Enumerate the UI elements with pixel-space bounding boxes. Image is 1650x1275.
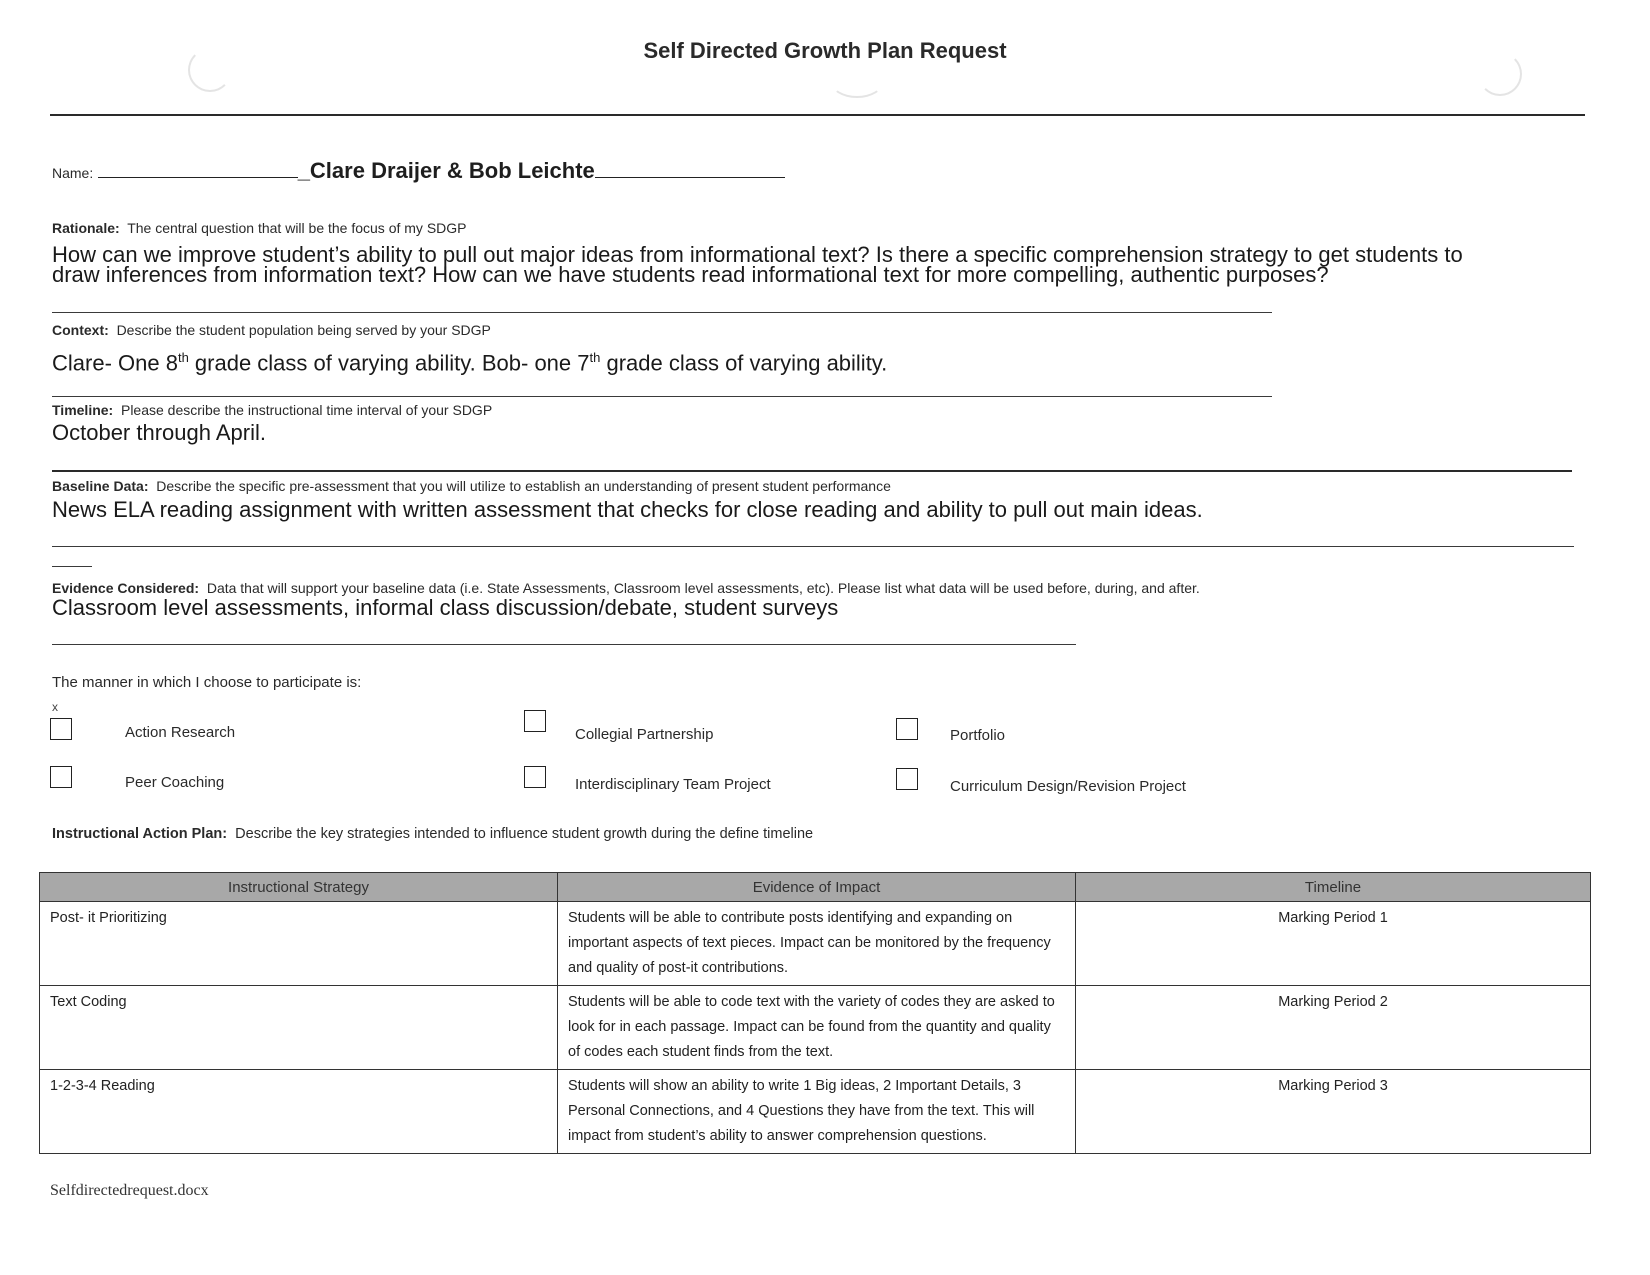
- cell-timeline: Marking Period 3: [1076, 1070, 1591, 1154]
- baseline-divider: [52, 546, 1574, 547]
- name-underline-right: [595, 159, 785, 178]
- option-label-interdisciplinary-team-project: Interdisciplinary Team Project: [575, 776, 771, 793]
- baseline-label: Baseline Data:: [52, 478, 149, 494]
- context-prompt-text: Describe the student population being served by your SDGP: [116, 322, 491, 338]
- rationale-answer-line1: How can we improve student’s ability to pull out major ideas from informational text? Is there a specific comprehension strategy to get students to: [52, 242, 1463, 267]
- context-answer-sup1: th: [177, 350, 189, 365]
- evidence-answer: Classroom level assessments, informal class discussion/debate, student surveys: [52, 595, 839, 620]
- table-header-row: [40, 873, 1591, 902]
- action-plan-prompt-text: Describe the key strategies intended to influence student growth during the define timeline: [235, 826, 814, 842]
- option-label-collegial-partnership: Collegial Partnership: [575, 726, 714, 743]
- baseline-short-rule: [52, 566, 92, 567]
- action-research-x-mark: x: [52, 700, 58, 714]
- option-label-action-research: Action Research: [125, 724, 236, 741]
- cell-strategy: Post- it Prioritizing: [40, 902, 558, 986]
- context-answer-sup2: th: [589, 350, 601, 365]
- scan-artifact-center: [830, 64, 884, 98]
- context-label: Context:: [52, 322, 109, 338]
- cell-evidence: Students will show an ability to write 1 Big ideas, 2 Important Details, 3 Personal Connections, and 4 Questions they have from the text. This will impact from student’s ability to answer comprehension questions.: [558, 1070, 1076, 1154]
- rationale-answer-line2: draw inferences from information text? How can we have students read informational text for more compelling, authentic purposes?: [52, 262, 1329, 287]
- action-plan-label: Instructional Action Plan:: [52, 826, 228, 842]
- table-row: [40, 986, 1591, 1070]
- name-underline-left: [98, 159, 298, 178]
- action-plan-prompt: [52, 826, 813, 842]
- table-row: [40, 902, 1591, 986]
- rationale-label: Rationale:: [52, 220, 120, 236]
- timeline-prompt: [52, 402, 492, 418]
- footer-filename: Selfdirectedrequest.docx: [50, 1182, 209, 1199]
- name-value: _Clare Draijer & Bob Leichte: [297, 158, 595, 183]
- checkbox-peer-coaching[interactable]: [50, 766, 72, 788]
- table-row: [40, 1070, 1591, 1154]
- context-answer: [52, 348, 888, 376]
- column-header-strategy: Instructional Strategy: [40, 873, 558, 902]
- cell-strategy: Text Coding: [40, 986, 558, 1070]
- rationale-divider: [52, 312, 1272, 313]
- context-answer-part1: Clare- One 8: [52, 350, 178, 376]
- title-divider: [50, 114, 1585, 116]
- cell-timeline: Marking Period 1: [1076, 902, 1591, 986]
- participation-heading: The manner in which I choose to participate is:: [52, 674, 362, 691]
- context-divider: [52, 396, 1272, 397]
- column-header-evidence: Evidence of Impact: [558, 873, 1076, 902]
- baseline-prompt-text: Describe the specific pre-assessment that you will utilize to establish an understanding of present student performance: [156, 478, 891, 494]
- cell-evidence: Students will be able to contribute posts identifying and expanding on important aspects of text pieces. Impact can be monitored by the frequency and quality of post-it contributions.: [558, 902, 1076, 986]
- checkbox-interdisciplinary-team-project[interactable]: [524, 766, 546, 788]
- timeline-label: Timeline:: [52, 402, 114, 418]
- timeline-divider: [52, 470, 1572, 472]
- checkbox-action-research[interactable]: [50, 718, 72, 740]
- option-label-peer-coaching: Peer Coaching: [125, 774, 225, 791]
- rationale-prompt-text: The central question that will be the focus of my SDGP: [127, 220, 467, 236]
- name-label: Name:: [52, 165, 94, 181]
- context-answer-part3: grade class of varying ability.: [600, 350, 888, 376]
- context-answer-part2: grade class of varying ability. Bob- one 7: [188, 350, 590, 376]
- rationale-prompt: [52, 220, 467, 236]
- context-prompt: [52, 322, 491, 338]
- checkbox-curriculum-design-revision-project[interactable]: [896, 768, 918, 790]
- option-label-portfolio: Portfolio: [950, 727, 1006, 744]
- evidence-label: Evidence Considered:: [52, 580, 200, 596]
- document-title: Self Directed Growth Plan Request: [643, 38, 1007, 63]
- name-field: [52, 158, 785, 184]
- rationale-answer: [52, 242, 1612, 287]
- checkbox-portfolio[interactable]: [896, 718, 918, 740]
- timeline-prompt-text: Please describe the instructional time interval of your SDGP: [120, 402, 493, 418]
- baseline-answer: News ELA reading assignment with written assessment that checks for close reading and ability to pull out main ideas.: [52, 497, 1203, 522]
- checkbox-collegial-partnership[interactable]: [524, 710, 546, 732]
- column-header-timeline: Timeline: [1076, 873, 1591, 902]
- option-label-curriculum-design-revision-project: Curriculum Design/Revision Project: [950, 778, 1186, 795]
- evidence-divider: [52, 644, 1076, 645]
- evidence-prompt-text: Data that will support your baseline data (i.e. State Assessments, Classroom level assessments, etc). Please list what data will be used before, during, and after.: [206, 580, 1200, 596]
- cell-evidence: Students will be able to code text with the variety of codes they are asked to look for in each passage. Impact can be found from the quantity and quality of codes each student finds from the text.: [558, 986, 1076, 1070]
- evidence-prompt: [52, 580, 1200, 596]
- cell-strategy: 1-2-3-4 Reading: [40, 1070, 558, 1154]
- timeline-answer: October through April.: [52, 420, 267, 445]
- cell-timeline: Marking Period 2: [1076, 986, 1591, 1070]
- action-plan-table: [39, 872, 1591, 1154]
- baseline-prompt: [52, 478, 891, 494]
